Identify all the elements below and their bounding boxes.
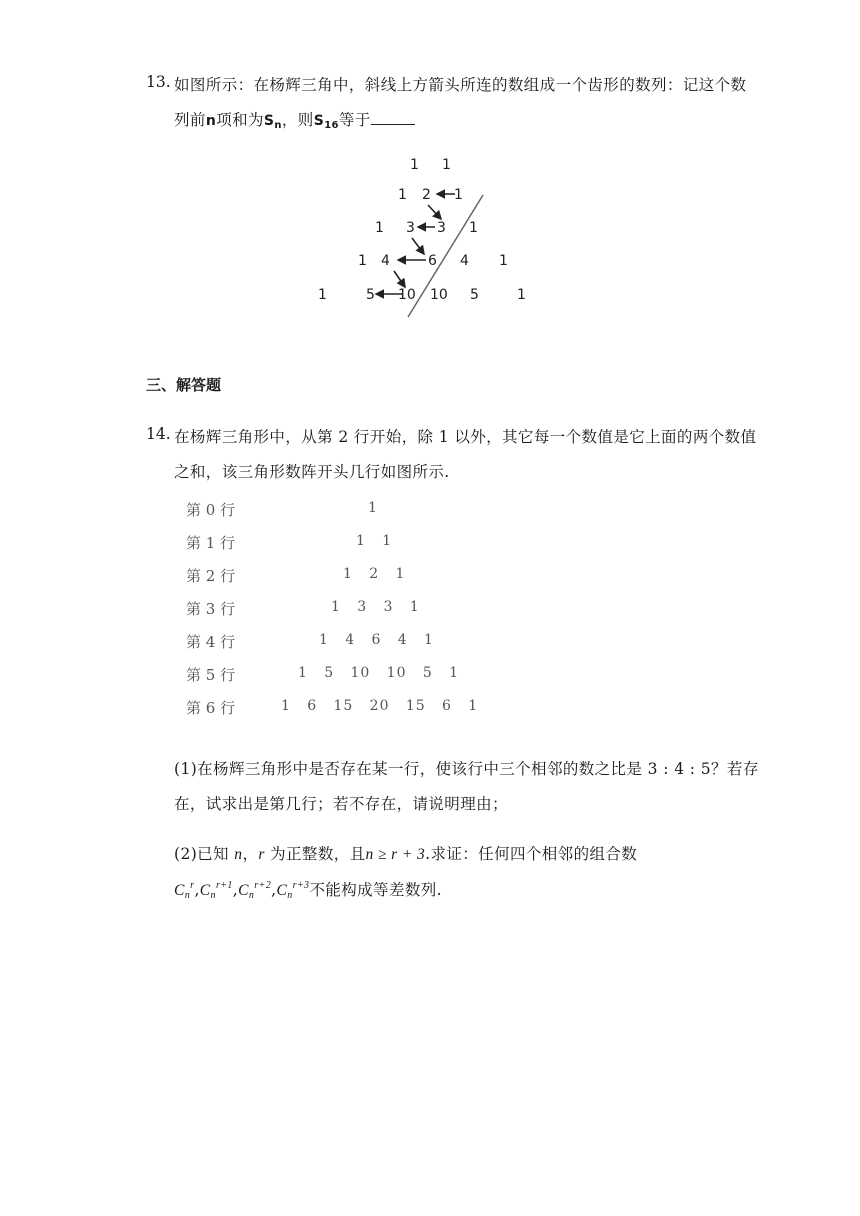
question-13-line-1: 如图所示：在杨辉三角中，斜线上方箭头所连的数组成一个齿形的数列：记这个数 [174,76,747,94]
part-1-line-1: (1)在杨辉三角形中是否存在某一行，使该行中三个相邻的数之比是 3 : 4 : 5？若存 [174,760,759,778]
q13-text-b: 项和为 [216,111,264,129]
comb-sep: , [194,881,200,899]
fig-num: 1 [318,287,327,303]
row-values: 1 3 3 1 [331,599,420,615]
row-values: 1 6 15 20 15 6 1 [281,698,479,714]
section-title: 三、解答题 [146,376,222,394]
part-2-line-2 [174,878,442,901]
fig-num: 1 [517,287,526,303]
fig-num: 10 [430,287,448,303]
comb-sep: , [271,881,277,899]
pascal-triangle-table [186,494,486,724]
zigzag-arrows [300,150,540,325]
p2-tail: 不能构成等差数列. [309,881,442,899]
row-values: 1 5 10 10 5 1 [298,665,460,681]
comb-n: n [248,890,255,901]
p2-text-b: ， [242,845,259,863]
comb-sep: , [232,881,239,899]
fig-num: 3 [437,220,446,236]
p2-text-a: (2)已知 [174,845,235,863]
comb-sup: r+3 [292,880,310,891]
question-14-line-2: 之和，该三角形数阵开头几行如图所示. [174,463,450,481]
fig-num: 3 [406,220,415,236]
q13-text-d: 等于 [338,111,371,129]
fig-num: 1 [442,157,451,173]
comb-n: n [210,890,216,901]
row-values: 1 1 [356,533,393,549]
part-2-line-1 [174,842,637,864]
question-13-number: 13. [146,73,171,91]
p2-condition: n ≥ r + 3 [365,846,426,863]
arrow-6 [394,271,405,287]
p2-text-d: .求证：任何四个相邻的组合数 [425,845,638,863]
row-label: 第 1 行 [186,534,236,552]
fig-num: 2 [422,187,431,203]
comb-sup: r+1 [215,880,233,891]
row-label: 第 6 行 [186,699,236,717]
fig-num: 4 [381,253,390,269]
arrow-2 [428,205,441,219]
fig-num: 1 [410,157,419,173]
fig-num: 4 [460,253,469,269]
fig-num: 1 [499,253,508,269]
comb-c: C [174,882,185,899]
q13-var-s: S [263,113,275,129]
arrow-4 [412,238,424,254]
comb-n: n [184,890,191,901]
row-label: 第 5 行 [186,666,236,684]
q13-var-n: n [205,113,217,129]
question-14-number: 14. [146,425,171,443]
p2-var-r: r [258,846,265,863]
fig-num: 6 [428,253,437,269]
fig-num: 1 [358,253,367,269]
row-values: 1 2 1 [343,566,406,582]
row-label: 第 3 行 [186,600,236,618]
q13-var-s16: S [313,113,325,129]
comb-sup: r+2 [254,880,272,891]
comb-c: C [199,882,211,899]
fig-num: 1 [469,220,478,236]
row-values: 1 4 6 4 1 [319,632,434,648]
comb-c: C [238,882,249,899]
q13-text-c: ，则 [281,111,314,129]
question-13-line-2 [174,108,415,131]
row-label: 第 4 行 [186,633,236,651]
fig-num: 1 [454,187,463,203]
fig-num: 1 [398,187,407,203]
comb-n: n [287,890,293,901]
q13-text-a: 列前 [174,111,206,129]
comb-c: C [276,882,288,899]
fig-num: 5 [470,287,479,303]
row-label: 第 2 行 [186,567,236,585]
yanghui-zigzag-figure [300,150,540,325]
q13-var-s-sub: n [274,120,282,131]
comb-sup: r [190,880,195,891]
p2-var-n: n [234,846,243,863]
fig-num: 5 [366,287,375,303]
p2-text-c: 为正整数，且 [264,845,366,863]
q13-var-s16-sub: 16 [324,120,339,131]
answer-blank[interactable] [371,110,415,125]
part-1-line-2: 在，试求出是第几行；若不存在，请说明理由； [174,795,508,813]
row-label: 第 0 行 [186,501,236,519]
question-14-line-1: 在杨辉三角形中，从第 2 行开始，除 1 以外，其它每一个数值是它上面的两个数值 [174,428,757,446]
fig-num: 10 [398,287,416,303]
row-values: 1 [368,500,378,516]
fig-num: 1 [375,220,384,236]
